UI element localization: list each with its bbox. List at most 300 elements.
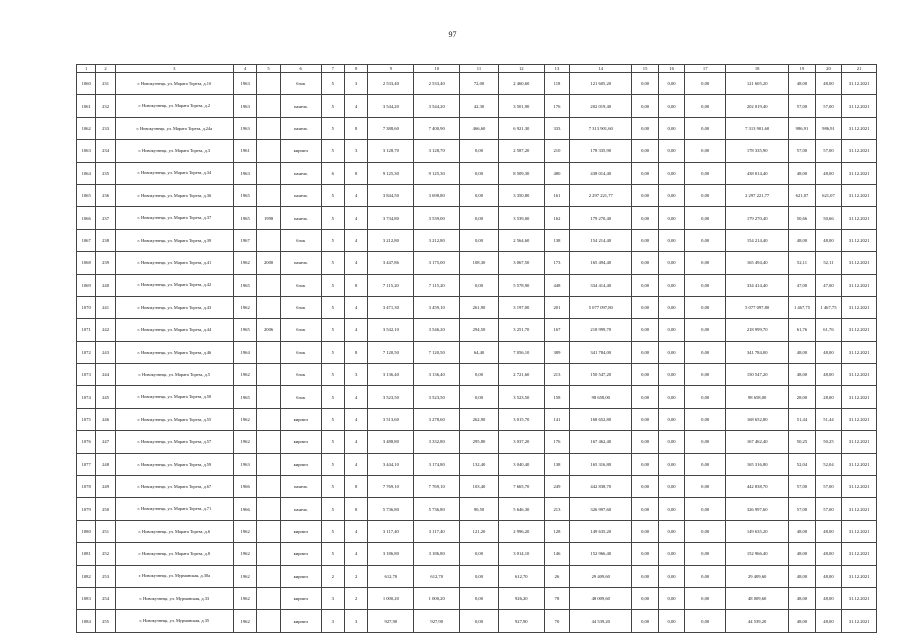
table-cell: 1962 — [233, 252, 256, 274]
table-cell: 1965 — [233, 184, 256, 206]
table-cell: 48,00 — [789, 587, 815, 609]
table-cell: кирпич — [280, 543, 321, 565]
table-cell: 1963 — [233, 95, 256, 117]
address-cell: г. Новокузнецк, ул. Марата Тореза, д.36 — [115, 184, 233, 206]
table-cell: 1962 — [233, 565, 256, 587]
table-cell: 149 635,20 — [726, 520, 789, 542]
table-cell: 927,90 — [368, 610, 414, 632]
table-cell: 3 278,60 — [414, 408, 460, 430]
column-header: 11 — [460, 65, 499, 73]
table-cell: 0,00 — [632, 140, 658, 162]
table-cell: 108,30 — [460, 252, 499, 274]
table-cell: 4 — [344, 296, 367, 318]
table-cell: панель — [280, 207, 321, 229]
table-cell: 47,00 — [789, 274, 815, 296]
table-cell: 2 533,40 — [414, 73, 460, 95]
table-cell: 442 838,70 — [726, 476, 789, 498]
table-cell: кирпич — [280, 587, 321, 609]
table-cell: 3 513,60 — [368, 408, 414, 430]
table-cell: 3 544,20 — [368, 95, 414, 117]
column-header: 18 — [726, 65, 789, 73]
table-cell: 6 921,30 — [498, 117, 544, 139]
table-cell: 48 009,60 — [570, 587, 632, 609]
table-cell: 2 996,20 — [498, 520, 544, 542]
table-cell: 0,00 — [685, 453, 726, 475]
table-row — [77, 117, 877, 139]
table-cell: 0,00 — [685, 408, 726, 430]
table-cell: 1965 — [233, 274, 256, 296]
table-cell: 7 388,60 — [368, 117, 414, 139]
table-cell: 98 658,00 — [726, 386, 789, 408]
table-cell: 0,00 — [632, 162, 658, 184]
table-cell: 0,00 — [632, 117, 658, 139]
table-cell: 448 — [544, 274, 569, 296]
table-cell: 0,00 — [685, 140, 726, 162]
table-row — [77, 184, 877, 206]
table-cell: 52,11 — [789, 252, 815, 274]
table-cell: 5 — [321, 498, 344, 520]
table-cell: 245 — [96, 386, 115, 408]
table-cell: 0,00 — [632, 207, 658, 229]
table-cell: 57,00 — [815, 498, 841, 520]
table-cell: 7 769,10 — [368, 476, 414, 498]
table-cell: 0,00 — [632, 364, 658, 386]
table-cell: 1067 — [77, 229, 96, 251]
table-cell: панель — [280, 498, 321, 520]
table-cell: 466,60 — [460, 117, 499, 139]
table-cell: 213 — [544, 498, 569, 520]
table-cell: 5 — [321, 543, 344, 565]
table-cell: 8 — [344, 162, 367, 184]
table-cell: 179 270,40 — [570, 207, 632, 229]
table-cell: 31.12.2021 — [842, 476, 877, 498]
table-cell: 31.12.2021 — [842, 117, 877, 139]
table-cell — [257, 565, 280, 587]
table-cell — [257, 229, 280, 251]
table-cell: 621,07 — [789, 184, 815, 206]
table-cell: 1967 — [233, 229, 256, 251]
table-cell: 0,00 — [658, 252, 684, 274]
table-cell: 0,00 — [685, 274, 726, 296]
table-cell: 249 — [544, 476, 569, 498]
table-cell: 146 — [544, 543, 569, 565]
table-cell: 5 — [321, 453, 344, 475]
table-cell: 1965 — [233, 386, 256, 408]
table-cell: 48,00 — [789, 341, 815, 363]
table-cell: 3 174,80 — [414, 453, 460, 475]
table-row — [77, 274, 877, 296]
table-cell: 0,00 — [632, 73, 658, 95]
table-cell: 48,00 — [789, 73, 815, 95]
column-header: 20 — [815, 65, 841, 73]
table-cell: 0,00 — [632, 498, 658, 520]
table-cell: 4 — [344, 229, 367, 251]
table-cell: 5 — [321, 408, 344, 430]
table-cell: 51,44 — [789, 408, 815, 430]
table-cell: 5 — [321, 117, 344, 139]
table-row — [77, 364, 877, 386]
table-cell: 8 — [344, 476, 367, 498]
table-cell: 121 605,20 — [726, 73, 789, 95]
table-cell: 3 186,80 — [414, 543, 460, 565]
table-cell: 249 — [96, 476, 115, 498]
table-cell: 1966 — [233, 476, 256, 498]
table-cell: 986,91 — [815, 117, 841, 139]
table-cell: 1069 — [77, 274, 96, 296]
address-cell: г. Новокузнецк, ул. Марата Тореза, д.44 — [115, 319, 233, 341]
table-cell: 3 128,70 — [414, 140, 460, 162]
table-cell: 0,00 — [460, 543, 499, 565]
table-cell: 3 350,80 — [498, 184, 544, 206]
table-cell: панель — [280, 184, 321, 206]
table-cell: 165 494,40 — [570, 252, 632, 274]
table-cell: 5 646,30 — [498, 498, 544, 520]
table-cell: 1076 — [77, 431, 96, 453]
column-header: 5 — [257, 65, 280, 73]
table-cell: 48 009,60 — [726, 587, 789, 609]
table-cell: 165 316,80 — [726, 453, 789, 475]
table-cell: 138 — [544, 229, 569, 251]
table-cell: 3 136,40 — [414, 364, 460, 386]
column-header: 19 — [789, 65, 815, 73]
table-cell: 0,00 — [632, 184, 658, 206]
table-row — [77, 453, 877, 475]
table-cell: 4 — [344, 453, 367, 475]
table-cell: 48,00 — [815, 565, 841, 587]
table-cell: 167 462,40 — [726, 431, 789, 453]
table-cell: 5 — [321, 431, 344, 453]
table-cell: 252 — [96, 543, 115, 565]
table-row — [77, 565, 877, 587]
table-cell: 3 — [344, 140, 367, 162]
table-cell: 161 — [544, 184, 569, 206]
table-cell: 31.12.2021 — [842, 565, 877, 587]
table-cell: 5 — [321, 319, 344, 341]
table-row — [77, 543, 877, 565]
table-cell: 0,00 — [460, 610, 499, 632]
table-cell: 1077 — [77, 453, 96, 475]
table-cell: блок — [280, 386, 321, 408]
table-cell: 0,00 — [685, 184, 726, 206]
table-cell: 0,00 — [685, 296, 726, 318]
table-cell: 176 — [544, 431, 569, 453]
table-cell: 1966 — [233, 498, 256, 520]
table-cell: 0,00 — [685, 498, 726, 520]
table-cell: 3 175,00 — [414, 252, 460, 274]
table-cell: 389 — [544, 341, 569, 363]
table-cell: 0,00 — [658, 184, 684, 206]
table-cell: 0,00 — [632, 386, 658, 408]
table-cell: 612,70 — [368, 565, 414, 587]
table-cell: блок — [280, 296, 321, 318]
table-cell: 1079 — [77, 498, 96, 520]
table-row — [77, 140, 877, 162]
table-cell: 52,11 — [815, 252, 841, 274]
table-cell: 1963 — [233, 117, 256, 139]
address-cell: г. Новокузнецк, ул. Марата Тореза, д.39 — [115, 229, 233, 251]
table-cell: 0,00 — [632, 95, 658, 117]
table-cell: 168 652,80 — [726, 408, 789, 430]
table-cell: 4 — [344, 95, 367, 117]
table-cell: 3 488,80 — [368, 431, 414, 453]
table-cell: 5 — [321, 252, 344, 274]
table-row — [77, 319, 877, 341]
table-cell: 3 037,20 — [498, 431, 544, 453]
table-cell: 3 501,90 — [498, 95, 544, 117]
table-cell: 0,00 — [632, 408, 658, 430]
table-cell: 8 509,30 — [498, 162, 544, 184]
table-cell: 103,40 — [460, 476, 499, 498]
table-cell: 201 — [544, 296, 569, 318]
table-cell: 3 197,00 — [498, 296, 544, 318]
column-header: 13 — [544, 65, 569, 73]
table-row — [77, 610, 877, 632]
table-cell: 0,00 — [460, 229, 499, 251]
table-cell: 5 — [321, 95, 344, 117]
table-cell: 0,00 — [460, 565, 499, 587]
table-cell: 57,00 — [815, 95, 841, 117]
table-cell: 4 — [344, 319, 367, 341]
table-cell: 213 — [544, 364, 569, 386]
table-cell: 0,00 — [685, 364, 726, 386]
table-cell: 0,00 — [460, 274, 499, 296]
table-cell: 0,00 — [460, 386, 499, 408]
table-cell: 1080 — [77, 520, 96, 542]
table-cell — [257, 476, 280, 498]
table-cell: 4 — [344, 520, 367, 542]
table-row — [77, 252, 877, 274]
table-cell: 0,00 — [632, 252, 658, 274]
table-cell: 48,00 — [789, 162, 815, 184]
table-cell: 0,00 — [632, 543, 658, 565]
table-cell: 61,76 — [789, 319, 815, 341]
table-cell: 3 015,70 — [498, 408, 544, 430]
table-cell: 0,00 — [658, 543, 684, 565]
table-cell: 218 999,70 — [570, 319, 632, 341]
table-cell: 121,20 — [460, 520, 499, 542]
table-row — [77, 498, 877, 520]
table-cell: 334 414,40 — [570, 274, 632, 296]
table-cell: 1 467,75 — [789, 296, 815, 318]
table-cell: 3 — [321, 587, 344, 609]
table-row — [77, 162, 877, 184]
table-cell: кирпич — [280, 453, 321, 475]
table-cell: 5 — [321, 296, 344, 318]
table-cell: 3 546,20 — [414, 319, 460, 341]
table-cell: панель — [280, 476, 321, 498]
table-cell: 240 — [96, 274, 115, 296]
table-cell: 0,00 — [658, 610, 684, 632]
table-cell: 3 539,00 — [414, 207, 460, 229]
table-cell: 0,00 — [632, 565, 658, 587]
table-cell: 1068 — [77, 252, 96, 274]
table-row — [77, 587, 877, 609]
table-cell: 31.12.2021 — [842, 498, 877, 520]
table-cell: 1075 — [77, 408, 96, 430]
table-cell: блок — [280, 364, 321, 386]
table-cell: 3 067,50 — [498, 252, 544, 274]
table-cell: 0,00 — [685, 341, 726, 363]
table-cell: блок — [280, 341, 321, 363]
table-cell: 31.12.2021 — [842, 364, 877, 386]
column-header: 8 — [344, 65, 367, 73]
table-cell: 0,00 — [685, 319, 726, 341]
table-cell: 50,25 — [789, 431, 815, 453]
table-cell: 5 736,80 — [414, 498, 460, 520]
table-cell: 2 — [344, 565, 367, 587]
table-cell: блок — [280, 73, 321, 95]
table-cell: 0,00 — [658, 95, 684, 117]
table-cell: 1064 — [77, 162, 96, 184]
table-cell: 3 117,40 — [368, 520, 414, 542]
table-cell: 48,00 — [789, 229, 815, 251]
table-cell: 1961 — [233, 140, 256, 162]
table-cell: 262,90 — [460, 408, 499, 430]
table-row — [77, 386, 877, 408]
table-cell: 31.12.2021 — [842, 610, 877, 632]
table-cell: 2 564,60 — [498, 229, 544, 251]
table-cell: 0,00 — [685, 162, 726, 184]
table-cell — [257, 431, 280, 453]
table-cell: 6 — [321, 162, 344, 184]
table-row — [77, 341, 877, 363]
address-cell: г. Новокузнецк, ул. Марата Тореза, д.42 — [115, 274, 233, 296]
table-cell: 3 444,10 — [368, 453, 414, 475]
table-cell: 253 — [96, 565, 115, 587]
table-cell — [257, 274, 280, 296]
table-cell: 2 297 221,77 — [570, 184, 632, 206]
table-cell: 2 — [321, 565, 344, 587]
table-cell: 5 736,80 — [368, 498, 414, 520]
table-cell: 0,00 — [685, 520, 726, 542]
table-cell: 1071 — [77, 319, 96, 341]
table-cell: 0,00 — [685, 587, 726, 609]
table-cell: 3 734,80 — [368, 207, 414, 229]
table-cell: 31.12.2021 — [842, 229, 877, 251]
table-cell: 5 077 097,80 — [726, 296, 789, 318]
table-cell — [257, 296, 280, 318]
table-cell: блок — [280, 274, 321, 296]
table-cell: 138 — [544, 453, 569, 475]
table-cell: 44 539,20 — [570, 610, 632, 632]
table-cell: 0,00 — [460, 207, 499, 229]
table-cell: 242 — [96, 319, 115, 341]
table-cell: 150 547,20 — [570, 364, 632, 386]
table-cell: 7 115,20 — [368, 274, 414, 296]
table-cell: 57,00 — [789, 95, 815, 117]
address-cell: г. Новокузнецк, ул. Мурманская, д.33 — [115, 587, 233, 609]
table-cell: 927,90 — [414, 610, 460, 632]
table-cell: 8 — [344, 498, 367, 520]
table-cell: 1965 — [233, 207, 256, 229]
column-header: 16 — [658, 65, 684, 73]
table-cell: 57,00 — [789, 498, 815, 520]
table-cell: 202 019,40 — [570, 95, 632, 117]
column-header: 6 — [280, 65, 321, 73]
table-cell: 255 — [96, 610, 115, 632]
table-cell: 1073 — [77, 364, 96, 386]
table-cell: 0,00 — [632, 296, 658, 318]
table-cell: 5 578,90 — [498, 274, 544, 296]
table-cell: 8 — [344, 274, 367, 296]
table-cell: блок — [280, 319, 321, 341]
table-cell: 31.12.2021 — [842, 431, 877, 453]
table-cell: 4 — [344, 408, 367, 430]
table-cell: 48,00 — [815, 162, 841, 184]
table-cell — [257, 140, 280, 162]
table-cell: 165 494,40 — [726, 252, 789, 274]
address-cell: г. Новокузнецк, ул. Марата Тореза, д.43 — [115, 296, 233, 318]
table-cell: 0,00 — [658, 453, 684, 475]
table-cell: 48,00 — [815, 229, 841, 251]
table-cell: 1963 — [233, 73, 256, 95]
table-cell: 26 — [544, 565, 569, 587]
table-cell: 3 544,20 — [414, 95, 460, 117]
table-cell: 246 — [96, 408, 115, 430]
table-cell: панель — [280, 252, 321, 274]
table-cell: 0,00 — [685, 431, 726, 453]
table-cell: 178 335,90 — [726, 140, 789, 162]
table-cell: 141 — [544, 408, 569, 430]
table-cell: 3 844,50 — [368, 184, 414, 206]
table-cell: 7 056,10 — [498, 341, 544, 363]
table-cell: 3 523,50 — [414, 386, 460, 408]
header-row — [77, 65, 877, 73]
table-cell: 1083 — [77, 587, 96, 609]
table-cell: 42,30 — [460, 95, 499, 117]
table-cell: 4 — [344, 431, 367, 453]
table-cell: 173 — [544, 252, 569, 274]
table-cell: 3 542,10 — [368, 319, 414, 341]
table-cell: 48,00 — [815, 520, 841, 542]
table-cell: 57,00 — [789, 140, 815, 162]
table-cell: 31.12.2021 — [842, 140, 877, 162]
table-cell — [257, 117, 280, 139]
column-header: 21 — [842, 65, 877, 73]
table-cell: 1965 — [233, 319, 256, 341]
table-cell: кирпич — [280, 408, 321, 430]
table-cell: 243 — [96, 341, 115, 363]
column-header: 14 — [570, 65, 632, 73]
table-cell: 31.12.2021 — [842, 296, 877, 318]
table-cell: 176 — [544, 95, 569, 117]
table-cell: 1998 — [257, 207, 280, 229]
table-cell: 3 — [344, 364, 367, 386]
table-cell: 165 316,80 — [570, 453, 632, 475]
table-cell: 0,00 — [460, 364, 499, 386]
table-cell: 5 — [321, 520, 344, 542]
table-cell: 118 — [544, 73, 569, 95]
table-cell: 31.12.2021 — [842, 386, 877, 408]
table-cell: 64,40 — [460, 341, 499, 363]
table-cell: 31.12.2021 — [842, 207, 877, 229]
table-cell: 48,00 — [815, 543, 841, 565]
table-cell: 241 — [96, 296, 115, 318]
table-cell: 0,00 — [658, 73, 684, 95]
table-cell — [257, 386, 280, 408]
table-cell: 251 — [96, 520, 115, 542]
table-cell: 1962 — [233, 364, 256, 386]
table-cell: 149 635,20 — [570, 520, 632, 542]
table-cell: 231 — [96, 73, 115, 95]
table-cell: 0,00 — [685, 229, 726, 251]
table-cell: 29 409,60 — [570, 565, 632, 587]
table-cell: 233 — [96, 117, 115, 139]
table-cell: 612,70 — [498, 565, 544, 587]
table-cell: 0,00 — [658, 296, 684, 318]
table-cell: 0,00 — [632, 520, 658, 542]
table-cell: 31.12.2021 — [842, 520, 877, 542]
